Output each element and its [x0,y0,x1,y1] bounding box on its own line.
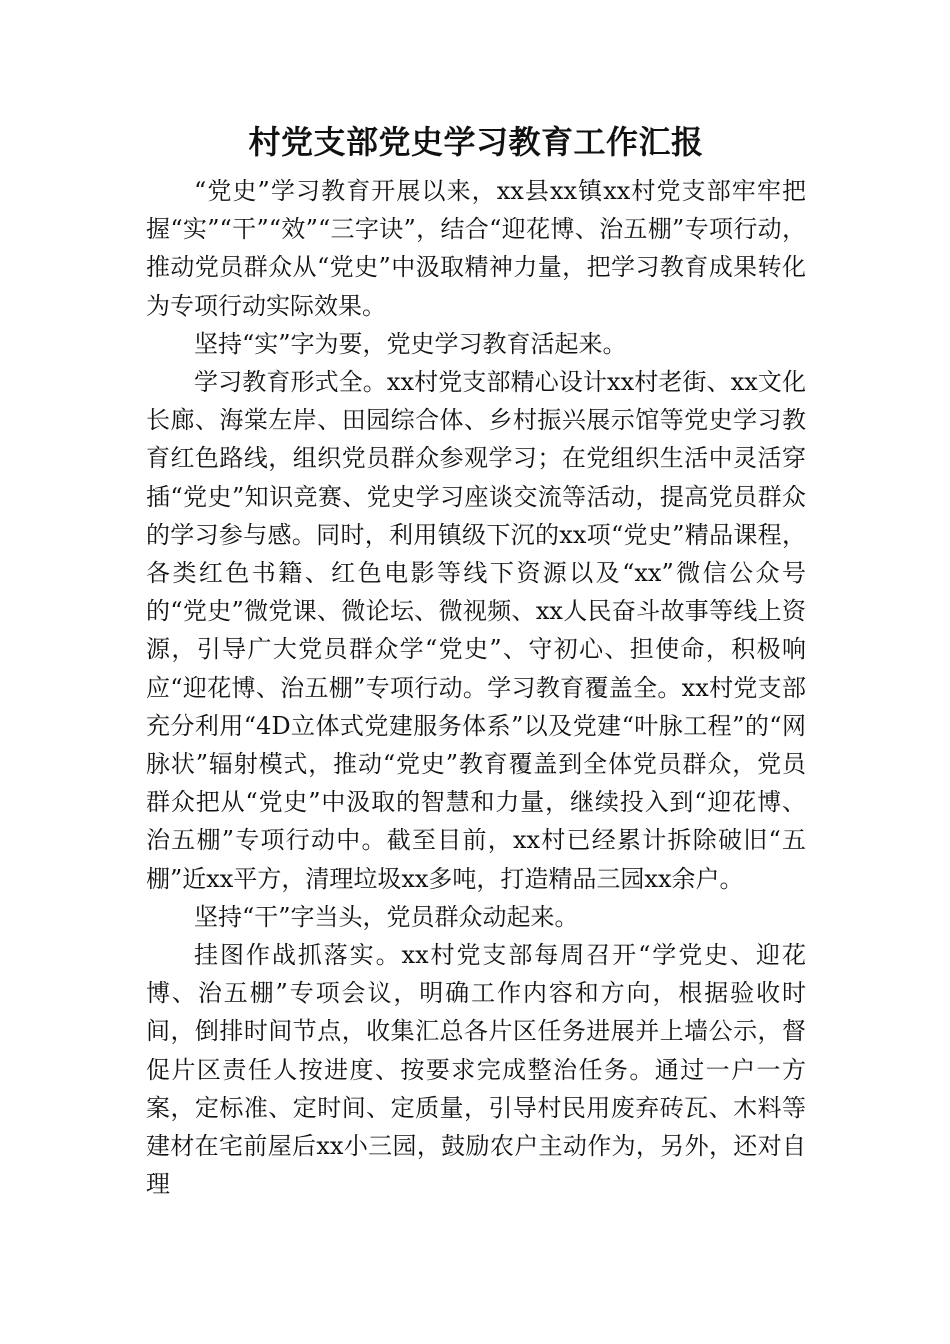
paragraph-implementation: 挂图作战抓落实。xx村党支部每周召开“学党史、迎花博、治五棚”专项会议，明确工作内容和方向，根据验收时间，倒排时间节点，收集汇总各片区任务进展并上墙公示，督促片区责任人按进度、按要求完成整治任务。通过一户一方案，定标准、定时间、定质量，引导村民用废弃砖瓦、木料等建材在宅前屋后xx小三园，鼓励农户主动作为，另外，还对自理 [146,941,806,1199]
document-title: 村党支部党史学习教育工作汇报 [248,123,704,161]
paragraph-section-heading-gan: 坚持“干”字当头，党员群众动起来。 [194,902,579,931]
paragraph-intro: “党史”学习教育开展以来，xx县xx镇xx村党支部牢牢把握“实”“干”“效”“三字诀”，结合“迎花博、治五棚”专项行动，推动党员群众从“党史”中汲取精神力量，把学习教育成果转化为专项行动实际效果。 [146,177,806,320]
paragraph-section-heading-shi: 坚持“实”字为要，党史学习教育活起来。 [194,329,627,358]
paragraph-learning-forms: 学习教育形式全。xx村党支部精心设计xx村老街、xx文化长廊、海棠左岸、田园综合体、乡村振兴展示馆等党史学习教育红色路线，组织党员群众参观学习；在党组织生活中灵活穿插“党史”知识竞赛、党史学习座谈交流等活动，提高党员群众的学习参与感。同时，利用镇级下沉的xx项“党史”精品课程，各类红色书籍、红色电影等线下资源以及“xx”微信公众号的“党史”微党课、微论坛、微视频、xx人民奋斗故事等线上资源，引导广大党员群众学“党史”、守初心、担使命，积极响应“迎花博、治五棚”专项行动。学习教育覆盖全。xx村党支部充分利用“4D立体式党建服务体系”以及党建“叶脉工程”的“网脉状”辐射模式，推动“党史”教育覆盖到全体党员群众，党员群众把从“党史”中汲取的智慧和力量，继续投入到“迎花博、治五棚”专项行动中。截至目前，xx村已经累计拆除破旧“五棚”近xx平方，清理垃圾xx多吨，打造精品三园xx余户。 [146,368,806,893]
document-page [146,118,806,1203]
